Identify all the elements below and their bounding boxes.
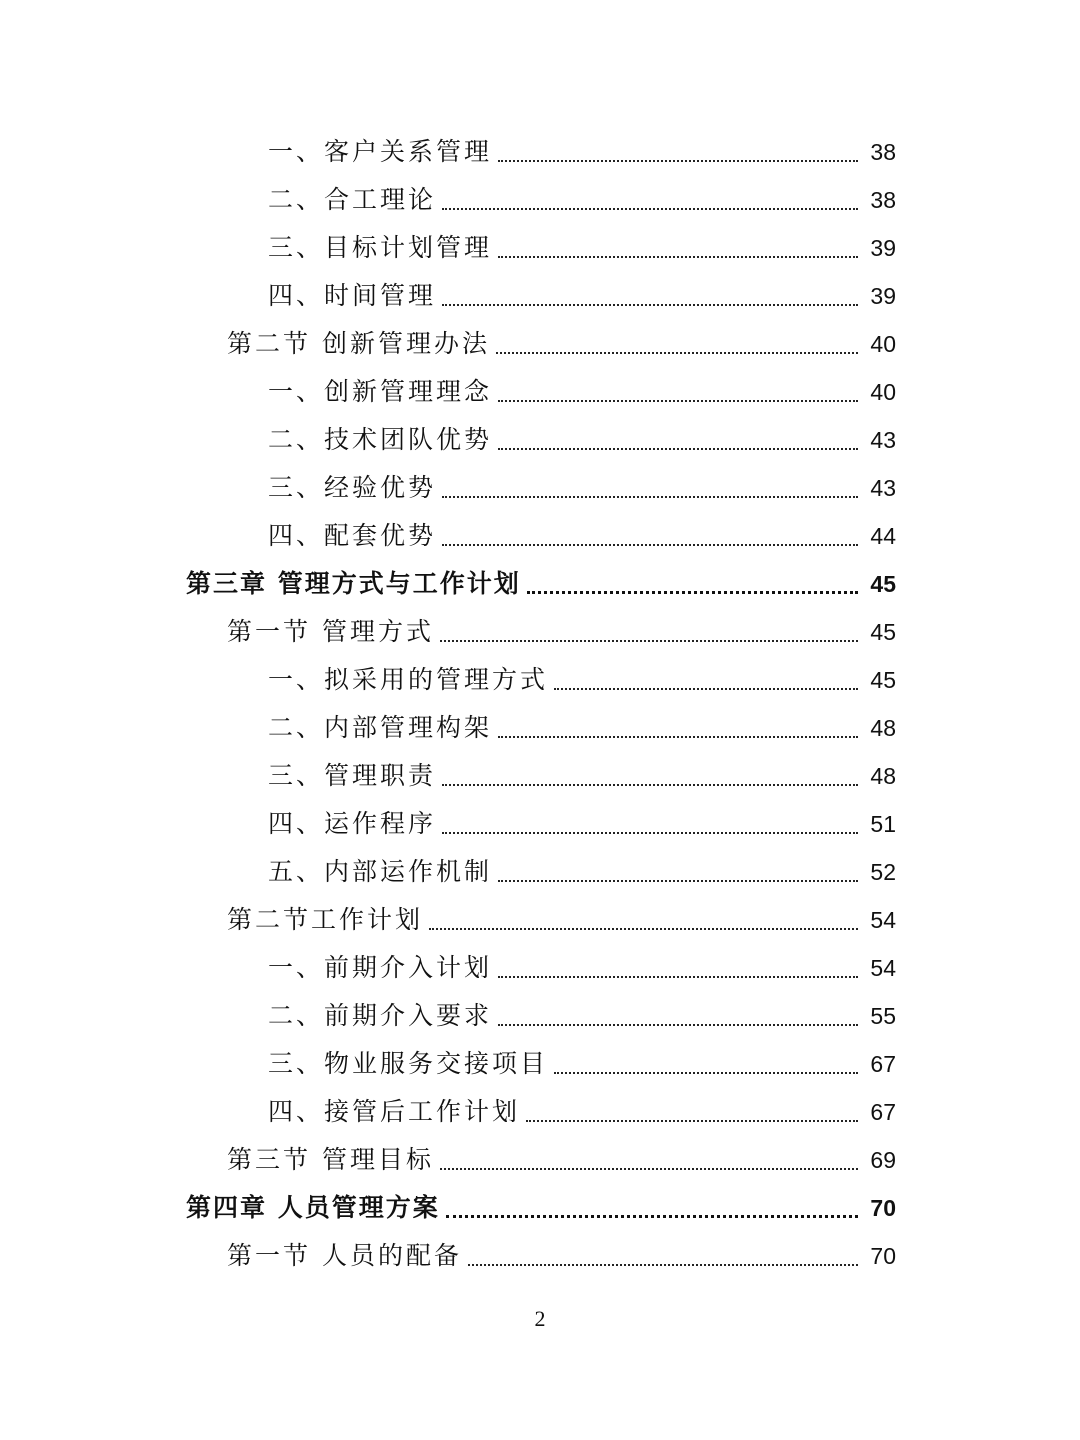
toc-entry-title: 第二节工作计划 [227,905,424,934]
toc-dot-leader [498,1024,858,1026]
toc-entry-title: 三、经验优势 [268,473,437,502]
toc-entry-title: 第一节 管理方式 [227,617,434,646]
toc-entry-title: 二、内部管理构架 [268,713,493,742]
toc-entry-page-number: 67 [870,1099,896,1125]
toc-chapter-entry[interactable] [0,561,1080,609]
toc-subsection-entry[interactable] [0,177,1080,225]
toc-dot-leader [498,448,858,450]
toc-subsection-entry[interactable] [0,993,1080,1041]
toc-entry-page-number: 40 [870,331,896,357]
toc-section-entry[interactable] [0,609,1080,657]
toc-subsection-entry[interactable] [0,705,1080,753]
toc-entry-title: 四、配套优势 [268,521,437,550]
toc-entry-page-number: 38 [870,139,896,165]
toc-entry-page-number: 67 [870,1051,896,1077]
toc-dot-leader [554,688,858,690]
toc-entry-page-number: 43 [870,427,896,453]
toc-entry-page-number: 55 [870,1003,896,1029]
page-number: 2 [534,1306,546,1331]
toc-subsection-entry[interactable] [0,513,1080,561]
toc-entry-title: 第二节 创新管理办法 [227,329,490,358]
toc-entry-title: 第一节 人员的配备 [227,1241,462,1270]
toc-entry-title: 二、前期介入要求 [268,1001,493,1030]
toc-entry-title: 四、运作程序 [268,809,437,838]
toc-dot-leader [498,256,858,258]
toc-entry-page-number: 70 [870,1195,896,1221]
toc-dot-leader [442,496,858,498]
toc-entry-page-number: 43 [870,475,896,501]
toc-entry-title: 三、目标计划管理 [268,233,493,262]
toc-subsection-entry[interactable] [0,1089,1080,1137]
toc-dot-leader [527,591,858,594]
toc-entry-page-number: 48 [870,715,896,741]
toc-entry-title: 一、前期介入计划 [268,953,493,982]
toc-entry-page-number: 51 [870,811,896,837]
toc-dot-leader [498,976,858,978]
toc-entry-title: 四、接管后工作计划 [268,1097,521,1126]
toc-dot-leader [442,208,858,210]
toc-dot-leader [498,880,858,882]
toc-dot-leader [498,160,858,162]
toc-entry-page-number: 44 [870,523,896,549]
toc-subsection-entry[interactable] [0,417,1080,465]
toc-dot-leader [440,1168,858,1170]
toc-subsection-entry[interactable] [0,465,1080,513]
toc-section-entry[interactable] [0,321,1080,369]
toc-dot-leader [526,1120,858,1122]
toc-entry-title: 五、内部运作机制 [268,857,493,886]
toc-entry-title: 二、技术团队优势 [268,425,493,454]
toc-dot-leader [468,1264,858,1266]
toc-entry-title: 四、时间管理 [268,281,437,310]
toc-entry-page-number: 48 [870,763,896,789]
toc-dot-leader [554,1072,858,1074]
toc-entry-page-number: 39 [870,235,896,261]
toc-dot-leader [442,832,858,834]
toc-entry-page-number: 38 [870,187,896,213]
toc-entry-page-number: 54 [870,907,896,933]
toc-dot-leader [496,352,858,354]
toc-dot-leader [429,928,858,930]
toc-entry-title: 三、管理职责 [268,761,437,790]
toc-entry-title: 第三节 管理目标 [227,1145,434,1174]
toc-subsection-entry[interactable] [0,129,1080,177]
toc-subsection-entry[interactable] [0,657,1080,705]
toc-chapter-entry[interactable] [0,1185,1080,1233]
toc-entry-page-number: 52 [870,859,896,885]
toc-subsection-entry[interactable] [0,273,1080,321]
toc-entry-page-number: 40 [870,379,896,405]
toc-entry-page-number: 54 [870,955,896,981]
toc-subsection-entry[interactable] [0,225,1080,273]
toc-section-entry[interactable] [0,1137,1080,1185]
toc-dot-leader [442,784,858,786]
toc-entry-title: 第三章 管理方式与工作计划 [186,569,521,598]
toc-entry-title: 一、拟采用的管理方式 [268,665,549,694]
toc-subsection-entry[interactable] [0,1041,1080,1089]
toc-subsection-entry[interactable] [0,945,1080,993]
toc-dot-leader [440,640,858,642]
toc-dot-leader [446,1215,858,1218]
toc-dot-leader [498,400,858,402]
toc-dot-leader [442,304,858,306]
toc-subsection-entry[interactable] [0,753,1080,801]
table-of-contents [0,129,1080,1281]
toc-entry-title: 二、合工理论 [268,185,437,214]
toc-entry-page-number: 70 [870,1243,896,1269]
toc-dot-leader [498,736,858,738]
toc-section-entry[interactable] [0,1233,1080,1281]
toc-entry-page-number: 45 [870,619,896,645]
toc-entry-title: 第四章 人员管理方案 [186,1193,440,1222]
toc-entry-page-number: 39 [870,283,896,309]
toc-entry-title: 三、物业服务交接项目 [268,1049,549,1078]
toc-entry-page-number: 69 [870,1147,896,1173]
toc-subsection-entry[interactable] [0,801,1080,849]
toc-dot-leader [442,544,858,546]
toc-subsection-entry[interactable] [0,849,1080,897]
toc-entry-title: 一、创新管理理念 [268,377,493,406]
toc-entry-page-number: 45 [870,571,896,597]
toc-section-entry[interactable] [0,897,1080,945]
toc-entry-page-number: 45 [870,667,896,693]
toc-subsection-entry[interactable] [0,369,1080,417]
toc-entry-title: 一、客户关系管理 [268,137,493,166]
